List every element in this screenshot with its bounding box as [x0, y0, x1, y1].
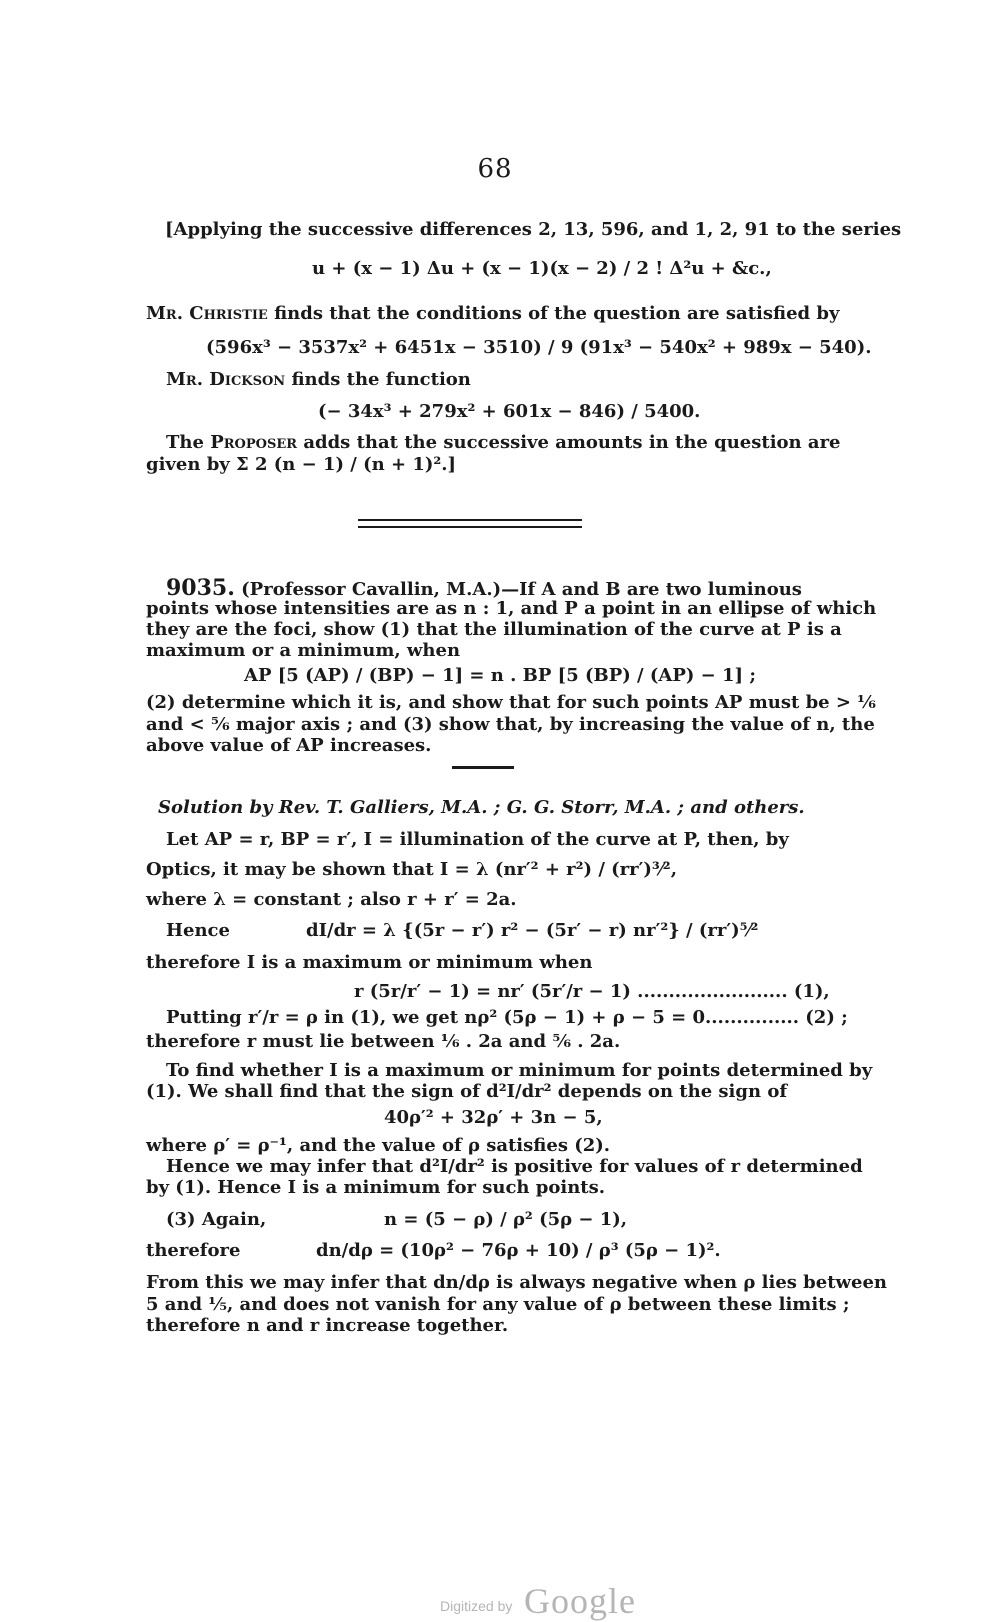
- dickson-line: [166, 369, 471, 391]
- solution-line-17: From this we may infer that dn/dρ is always negative when ρ lies between: [146, 1272, 888, 1293]
- double-rule-bottom: [358, 526, 582, 528]
- problem-line-2: points whose intensities are as n : 1, and P a point in an ellipse of which: [146, 598, 877, 619]
- solution-header: Solution by Rev. T. Galliers, M.A. ; G. G. Storr, M.A. ; and others.: [158, 797, 805, 818]
- christie-line: [146, 303, 839, 325]
- problem-line-4: maximum or a minimum, when: [146, 640, 461, 661]
- sign-expression: 40ρ′² + 32ρ′ + 3n − 5,: [384, 1107, 603, 1128]
- double-rule-top: [358, 519, 582, 521]
- solution-line-13: Hence we may infer that d²I/dr² is positive for values of r determined: [166, 1156, 863, 1177]
- google-watermark: [440, 1580, 680, 1620]
- therefore-label: therefore: [146, 1240, 241, 1261]
- proposer-line-2: given by Σ 2 (n − 1) / (n + 1)².]: [146, 454, 457, 475]
- proposer-text: adds that the successive amounts in the question are: [297, 432, 841, 453]
- christie-name: Mr. Christie: [146, 303, 268, 324]
- solution-line-9: To find whether I is a maximum or minimum for points determined by: [166, 1060, 873, 1081]
- dickson-name: Mr. Dickson: [166, 369, 286, 390]
- digitized-by-text: Digitized by: [440, 1598, 513, 1614]
- again-label: (3) Again,: [166, 1209, 267, 1230]
- christie-text: finds that the conditions of the question are satisfied by: [267, 303, 840, 324]
- problem-line-6: (2) determine which it is, and show that for such points AP must be > ⅙: [146, 692, 876, 713]
- solution-line-19: therefore n and r increase together.: [146, 1315, 509, 1336]
- solution-line-18: 5 and ⅕, and does not vanish for any value of ρ between these limits ;: [146, 1294, 850, 1315]
- google-logo-text: Google: [524, 1581, 636, 1621]
- problem-line-7: and < ⅚ major axis ; and (3) show that, by increasing the value of n, the: [146, 714, 875, 735]
- solution-line-2: Optics, it may be shown that I = λ (nr′² + r²) / (rr′)³⁄²,: [146, 859, 677, 880]
- proposer-prefix: The: [166, 432, 211, 453]
- christie-formula: (596x³ − 3537x² + 6451x − 3510) / 9 (91x³ − 540x² + 989x − 540).: [206, 337, 872, 358]
- solution-line-5: therefore I is a maximum or minimum when: [146, 952, 593, 973]
- problem-number: 9035.: [166, 575, 235, 601]
- solution-line-10: (1). We shall find that the sign of d²I/dr² depends on the sign of: [146, 1081, 788, 1102]
- equation-2-line: Putting r′/r = ρ in (1), we get nρ² (5ρ − 1) + ρ − 5 = 0............... (2) ;: [166, 1007, 848, 1028]
- solution-line-3: where λ = constant ; also r + r′ = 2a.: [146, 889, 517, 910]
- solution-line-14: by (1). Hence I is a minimum for such points.: [146, 1177, 605, 1198]
- solution-line-8: therefore r must lie between ⅙ . 2a and ⅚ . 2a.: [146, 1031, 621, 1052]
- proposer-name: Proposer: [210, 432, 298, 453]
- short-rule: [452, 766, 514, 769]
- dickson-formula: (− 34x³ + 279x² + 601x − 846) / 5400.: [318, 401, 701, 422]
- hence-label: Hence: [166, 920, 230, 941]
- problem-equation: AP [5 (AP) / (BP) − 1] = n . BP [5 (BP) / (AP) − 1] ;: [244, 665, 756, 686]
- equation-1: r (5r/r′ − 1) = nr′ (5r′/r − 1) ........................ (1),: [354, 981, 830, 1002]
- problem-line-8: above value of AP increases.: [146, 735, 432, 756]
- n-formula: n = (5 − ρ) / ρ² (5ρ − 1),: [384, 1209, 628, 1230]
- dn-drho-formula: dn/dρ = (10ρ² − 76ρ + 10) / ρ³ (5ρ − 1)².: [316, 1240, 721, 1261]
- proposer-line: [166, 432, 841, 454]
- top-line-1: [Applying the successive differences 2, 13, 596, and 1, 2, 91 to the series: [165, 219, 902, 240]
- solution-line-1: Let AP = r, BP = r′, I = illumination of the curve at P, then, by: [166, 829, 789, 850]
- derivative-formula: dI/dr = λ {(5r − r′) r² − (5r′ − r) nr′²} / (rr′)⁵⁄²: [306, 920, 759, 941]
- problem-header: (Professor Cavallin, M.A.)—If A and B are two luminous: [234, 579, 802, 600]
- page-number: 68: [477, 154, 513, 184]
- series-formula: u + (x − 1) Δu + (x − 1)(x − 2) / 2 ! Δ²u + &c.,: [312, 258, 772, 279]
- problem-line-3: they are the foci, show (1) that the illumination of the curve at P is a: [146, 619, 842, 640]
- solution-line-12: where ρ′ = ρ⁻¹, and the value of ρ satisfies (2).: [146, 1135, 611, 1156]
- dickson-text: finds the function: [285, 369, 471, 390]
